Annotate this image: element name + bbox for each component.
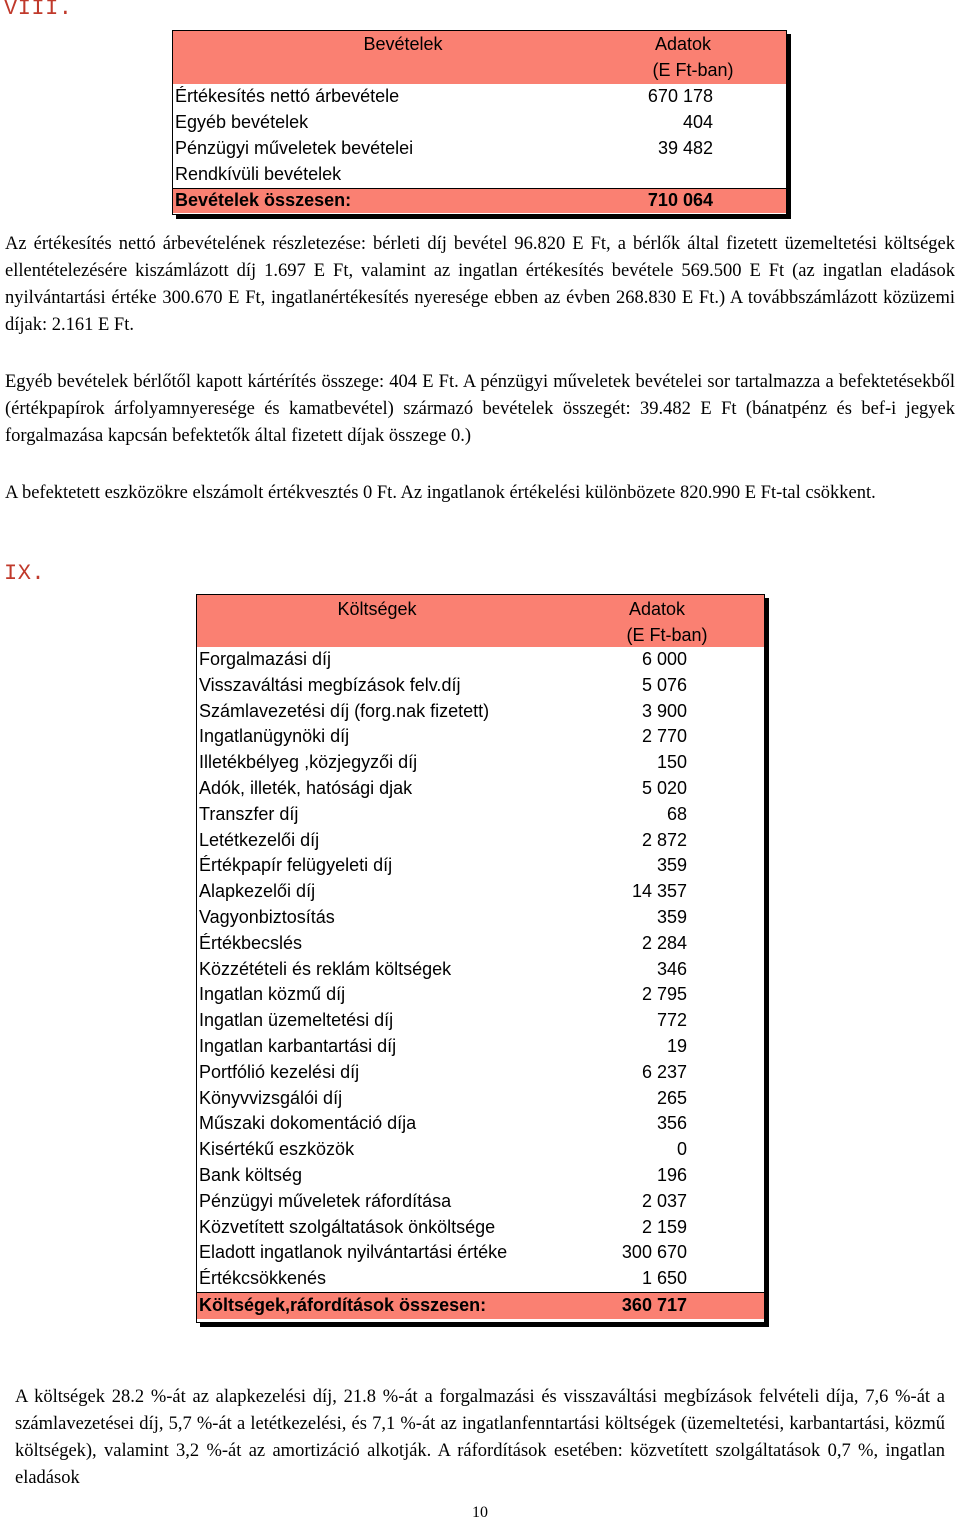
table-row — [197, 647, 764, 673]
table-row — [197, 1111, 764, 1137]
row-label: Alapkezelői díj — [199, 881, 316, 902]
row-label: Ingatlanügynöki díj — [199, 726, 350, 747]
revenue-table-rows — [173, 84, 786, 213]
costs-table — [196, 594, 765, 1323]
row-label: Közvetített szolgáltatások önköltsége — [199, 1216, 496, 1237]
row-label: Műszaki dokomentáció díja — [199, 1113, 417, 1134]
revenue-table-header — [173, 31, 786, 84]
row-label: Kisértékű eszközök — [199, 1139, 355, 1160]
row-value: 2 795 — [641, 984, 687, 1005]
revenue-paragraph-1: Az értékesítés nettó árbevételének részletezése: bérleti díj bevétel 96.820 E Ft, a bérlők által fizetett üzemeltetési költségek ellentételezésére kiszámlázott díj 1.697 E Ft, valamint az ingatlan értékesítés bevétele 569.500 E Ft (az ingatlan eladások nyilvántartási értéke 300.670 E Ft, ingatlanértékesítés nyeresége ebben az évben 268.830 E Ft.) A továbbszámlázott közüzemi díjak: 2.161 E Ft. — [5, 234, 955, 335]
table-row — [197, 1163, 764, 1189]
total-value: 710 064 — [647, 190, 713, 210]
table-row — [197, 802, 764, 828]
row-value: 1 650 — [641, 1268, 687, 1289]
row-value: 300 670 — [621, 1242, 687, 1263]
row-label: Eladott ingatlanok nyilvántartási értéke — [199, 1242, 508, 1263]
row-value: 346 — [656, 958, 687, 979]
total-label: Bevételek összesen: — [175, 190, 352, 210]
total-label: Költségek,ráfordítások összesen: — [199, 1294, 487, 1315]
row-value: 0 — [676, 1139, 687, 1160]
costs-header-value: Adatok — [628, 599, 686, 619]
table-row — [197, 853, 764, 879]
table-row — [173, 84, 786, 110]
row-label: Portfólió kezelési díj — [199, 1061, 360, 1082]
row-label: Visszaváltási megbízások felv.díj — [199, 674, 461, 695]
revenue-header-unit: (E Ft-ban) — [652, 60, 734, 80]
revenue-header-value: Adatok — [654, 34, 712, 54]
row-value: 670 178 — [647, 86, 713, 106]
row-value: 39 482 — [657, 138, 713, 158]
costs-header-unit: (E Ft-ban) — [626, 625, 708, 645]
row-value: 359 — [656, 855, 687, 876]
row-label: Értékesítés nettó árbevétele — [175, 86, 400, 106]
row-label: Értékpapír felügyeleti díj — [199, 855, 393, 876]
table-row — [197, 1240, 764, 1266]
table-row — [197, 1189, 764, 1215]
row-label: Transzfer díj — [199, 803, 299, 824]
row-label: Illetékbélyeg ,közjegyzői díj — [199, 752, 418, 773]
row-label: Ingatlan karbantartási díj — [199, 1035, 397, 1056]
table-row — [173, 162, 786, 188]
table-row — [197, 828, 764, 854]
row-value: 404 — [682, 112, 713, 132]
row-value: 196 — [656, 1164, 687, 1185]
row-label: Értékbecslés — [199, 932, 303, 953]
table-total-row — [197, 1292, 764, 1319]
row-value: 2 872 — [641, 829, 687, 850]
row-label: Pénzügyi műveletek ráfordítása — [199, 1190, 452, 1211]
table-row — [197, 931, 764, 957]
row-value: 265 — [656, 1087, 687, 1108]
table-row — [197, 1266, 764, 1292]
table-row — [197, 699, 764, 725]
row-value: 772 — [656, 1010, 687, 1031]
total-value: 360 717 — [621, 1294, 687, 1315]
row-label: Számlavezetési díj (forg.nak fizetett) — [199, 700, 490, 721]
row-value: 3 900 — [641, 700, 687, 721]
row-value: 150 — [656, 752, 687, 773]
revenue-table — [172, 30, 787, 215]
costs-table-rows — [197, 647, 764, 1319]
row-label: Egyéb bevételek — [175, 112, 309, 132]
row-value: 5 020 — [641, 777, 687, 798]
row-label: Ingatlan közmű díj — [199, 984, 346, 1005]
table-row — [173, 136, 786, 162]
row-label: Adók, illeték, hatósági djak — [199, 777, 413, 798]
costs-table-header — [197, 595, 764, 647]
table-row — [197, 750, 764, 776]
row-value: 2 159 — [641, 1216, 687, 1237]
revenue-header-label: Bevételek — [363, 34, 443, 54]
row-value: 2 770 — [641, 726, 687, 747]
page-number: 10 — [472, 1504, 488, 1521]
row-label: Forgalmazási díj — [199, 649, 332, 669]
row-value: 6 237 — [641, 1061, 687, 1082]
table-row — [197, 957, 764, 983]
row-value: 5 076 — [641, 674, 687, 695]
row-label: Ingatlan üzemeltetési díj — [199, 1010, 394, 1031]
table-row — [197, 776, 764, 802]
costs-paragraph: A költségek 28.2 %-át az alapkezelési díj, 21.8 %-át a forgalmazási és visszaváltási megbízások felvételi díja, 7,6 %-át a számlavezetései díj, 5,7 %-át a letétkezelési, és 7,1 %-át az ingatlanfenntartási költségek (üzemeltetési, karbantartási, közmű költségek), valamint 3,2 %-át az amortizáció alkotják. A ráfordítások esetében: közvetített szolgáltatások 0,7 %, ingatlan eladások — [15, 1387, 945, 1488]
row-value: 6 000 — [641, 649, 687, 669]
row-label: Pénzügyi műveletek bevételei — [175, 138, 414, 158]
table-row — [197, 905, 764, 931]
table-row — [197, 1060, 764, 1086]
table-row — [197, 1008, 764, 1034]
row-value: 2 284 — [641, 932, 687, 953]
row-label: Értékcsökkenés — [199, 1268, 327, 1289]
row-label: Bank költség — [199, 1164, 303, 1185]
table-row — [197, 1086, 764, 1112]
costs-header-label: Költségek — [337, 599, 417, 619]
section-viii-heading: VIII. — [4, 0, 73, 21]
row-value: 19 — [666, 1035, 687, 1056]
table-total-row — [173, 188, 786, 213]
table-row — [197, 724, 764, 750]
table-row — [197, 1215, 764, 1241]
table-row — [197, 1137, 764, 1163]
row-label: Letétkezelői díj — [199, 829, 320, 850]
row-value: 2 037 — [641, 1190, 687, 1211]
row-label: Rendkívüli bevételek — [175, 164, 342, 184]
row-value: 14 357 — [631, 881, 687, 902]
row-value: 356 — [656, 1113, 687, 1134]
section-ix-heading: IX. — [4, 561, 46, 586]
row-label: Közzétételi és reklám költségek — [199, 958, 452, 979]
row-value: 68 — [666, 803, 687, 824]
table-row — [173, 110, 786, 136]
table-row — [197, 1034, 764, 1060]
revenue-paragraph-2: Egyéb bevételek bérlőtől kapott kártérítés összege: 404 E Ft. A pénzügyi műveletek bevételei sor tartalmazza a befektetésekből (értékpapírok árfolyamnyeresége és kamatbevétel) származó bevételek összegét: 39.482 E Ft (bánatpénz és bef-i jegyek forgalmazása kapcsán befektetők által fizetett díjak összege 0.) — [5, 372, 955, 446]
row-label: Könyvvizsgálói díj — [199, 1087, 343, 1108]
revenue-paragraph-3: A befektetett eszközökre elszámolt értékvesztés 0 Ft. Az ingatlanok értékelési különbözete 820.990 E Ft-tal csökkent. — [5, 483, 876, 503]
row-label: Vagyonbiztosítás — [199, 906, 335, 927]
row-value: 359 — [656, 906, 687, 927]
table-row — [197, 982, 764, 1008]
table-row — [197, 879, 764, 905]
table-row — [197, 673, 764, 699]
